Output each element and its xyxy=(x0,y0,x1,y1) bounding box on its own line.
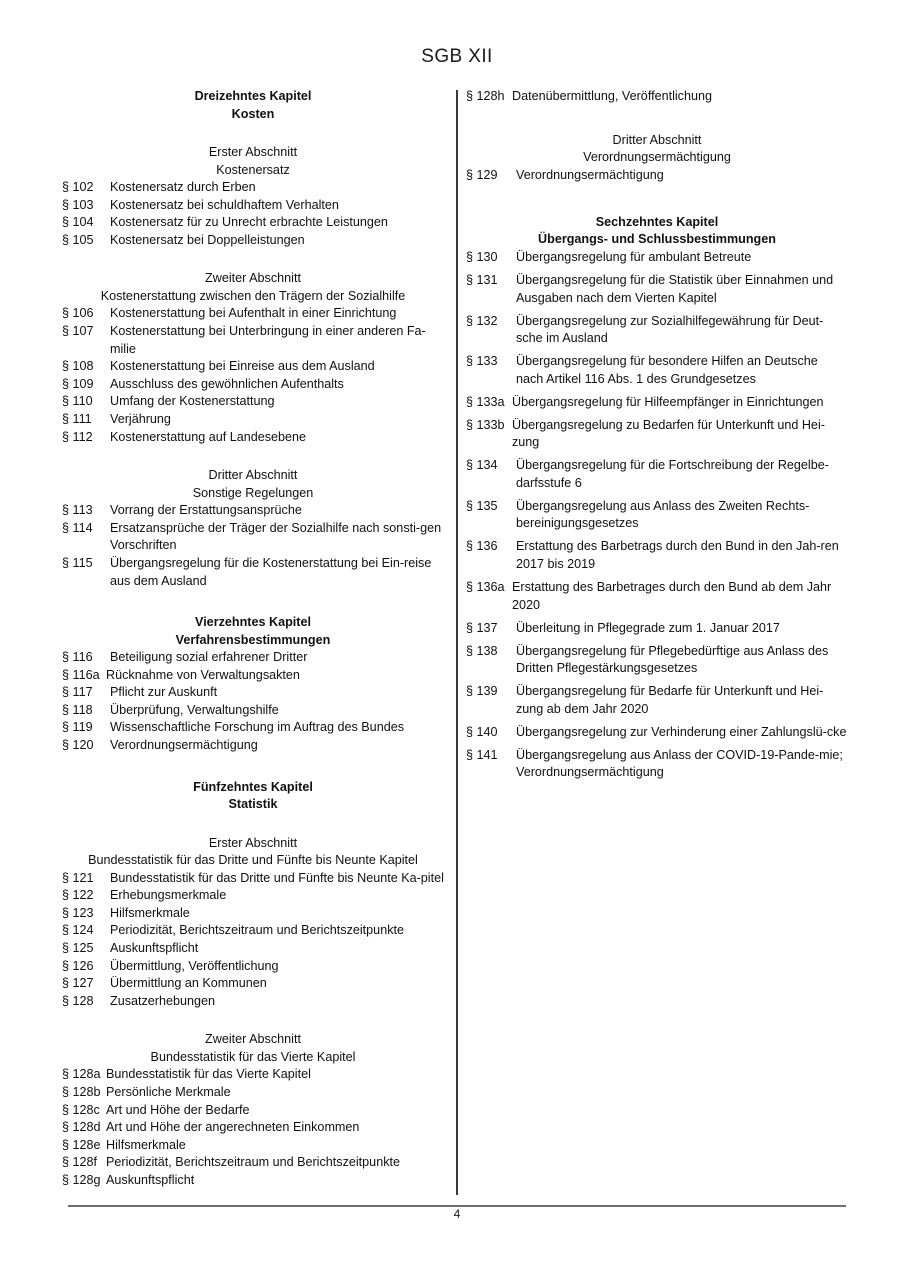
toc-entry-number: § 128h xyxy=(466,89,505,103)
toc-entry-number: § 113 xyxy=(62,503,93,518)
toc-entry-number: § 109 xyxy=(62,376,94,391)
toc-entry-title: Ausschluss des gewöhnlichen Aufenthalts xyxy=(110,376,344,391)
toc-entry-title: Übergangsregelung zur Verhinderung einer Zahlungslü-​cke xyxy=(516,724,847,739)
toc-entry[interactable] xyxy=(466,579,848,614)
heading-line-secondary: Verfahrensbestimmungen xyxy=(175,632,331,647)
toc-entry[interactable] xyxy=(62,702,444,720)
toc-entry-number: § 110 xyxy=(62,394,93,409)
toc-entry[interactable] xyxy=(62,667,444,685)
toc-entry-title: Kostenersatz durch Erben xyxy=(110,180,256,194)
toc-entry[interactable] xyxy=(62,197,444,215)
toc-entry[interactable] xyxy=(62,502,444,520)
toc-entry-title: Kostenersatz für zu Unrecht erbrachte Leistungen xyxy=(110,215,388,230)
toc-entry[interactable] xyxy=(62,393,444,411)
toc-entry-number: § 128e xyxy=(62,1137,101,1152)
toc-entry-number: § 103 xyxy=(62,197,94,212)
toc-entry-title: Übergangsregelung für ambulant Betreute xyxy=(516,249,752,264)
toc-entry-title: Auskunftspflicht xyxy=(106,1172,195,1187)
toc-entry-title: Art und Höhe der Bedarfe xyxy=(106,1102,250,1117)
heading-line-secondary: Verordnungsermächtigung xyxy=(583,150,731,165)
toc-entry-number: § 136a xyxy=(466,579,505,594)
heading-line-primary: Zweiter Abschnitt xyxy=(205,271,301,286)
toc-entry[interactable] xyxy=(466,417,848,452)
toc-entry-title: Pflicht zur Auskunft xyxy=(110,685,218,700)
heading-line-primary: Erster Abschnitt xyxy=(208,835,298,850)
toc-entry-title: Wissenschaftliche Forschung im Auftrag des Bundes xyxy=(110,720,404,735)
heading-line-secondary: Übergangs- und Schlussbestimmungen xyxy=(538,232,776,247)
toc-entry[interactable] xyxy=(466,272,848,307)
toc-entry-title: Periodizität, Berichtszeitraum und Berichtszeitpunkte xyxy=(110,923,404,938)
section-heading xyxy=(62,835,444,870)
heading-line-primary: Erster Abschnitt xyxy=(208,145,298,159)
toc-entry-title: Übermittlung, Veröffentlichung xyxy=(110,958,279,973)
toc-entry[interactable] xyxy=(466,394,848,412)
toc-entry[interactable] xyxy=(466,249,848,267)
toc-entry[interactable] xyxy=(62,214,444,232)
toc-entry-title: Ersatzansprüche der Träger der Sozialhilfe nach sonsti-​gen Vorschriften xyxy=(110,520,442,553)
toc-entry-number: § 122 xyxy=(62,888,94,903)
toc-entry-number: § 137 xyxy=(466,620,498,635)
toc-entry-title: Verordnungsermächtigung xyxy=(110,738,258,753)
toc-entry-number: § 126 xyxy=(62,958,94,973)
toc-entry[interactable] xyxy=(466,538,848,573)
toc-entry[interactable] xyxy=(62,719,444,737)
section-heading xyxy=(466,132,848,167)
vertical-spacer xyxy=(62,123,444,144)
heading-line-primary: Dritter Abschnitt xyxy=(208,468,298,483)
toc-entry-number: § 135 xyxy=(466,498,498,513)
page-title: SGB XII xyxy=(421,46,493,67)
heading-line-secondary: Statistik xyxy=(228,797,278,812)
toc-entry[interactable] xyxy=(62,1119,444,1137)
toc-entry-number: § 133 xyxy=(466,354,498,369)
toc-entry-number: § 106 xyxy=(62,306,94,321)
toc-entry[interactable] xyxy=(62,905,444,923)
toc-entry[interactable] xyxy=(62,1154,444,1172)
section-heading xyxy=(62,144,444,179)
toc-entry-title: Übergangsregelung für Hilfeempfänger in Einrichtungen xyxy=(512,394,824,409)
chapter-heading xyxy=(62,779,444,814)
toc-entry[interactable] xyxy=(466,498,848,533)
toc-entry-number: § 128c xyxy=(62,1102,100,1117)
toc-entry-number: § 136 xyxy=(466,539,498,554)
toc-entry[interactable] xyxy=(62,887,444,905)
heading-line-secondary: Kosten xyxy=(231,106,275,121)
toc-entry[interactable] xyxy=(466,88,848,106)
toc-entry-title: Hilfsmerkmale xyxy=(106,1137,186,1152)
chapter-heading xyxy=(62,614,444,649)
toc-entry[interactable] xyxy=(62,411,444,429)
toc-entry[interactable] xyxy=(62,940,444,958)
vertical-spacer xyxy=(62,446,444,467)
toc-entry-title: Kostenersatz bei Doppelleistungen xyxy=(110,232,305,247)
toc-entry-title: Übergangsregelung aus Anlass des Zweiten Rechts-​bereinigungsgesetzes xyxy=(516,498,810,531)
toc-entry-number: § 129 xyxy=(466,167,498,182)
toc-entry[interactable] xyxy=(62,993,444,1011)
heading-line-secondary: Kostenersatz xyxy=(216,162,290,177)
toc-entry[interactable] xyxy=(62,870,444,888)
toc-entry-title: Kostenerstattung bei Unterbringung in einer anderen Fa-​milie xyxy=(110,323,426,356)
toc-entry[interactable] xyxy=(466,724,848,742)
toc-entry-number: § 140 xyxy=(466,724,498,739)
toc-entry-title: Kostenerstattung bei Aufenthalt in einer Einrichtung xyxy=(110,306,397,321)
section-heading xyxy=(62,467,444,502)
toc-entry-number: § 127 xyxy=(62,976,94,991)
chapter-heading xyxy=(62,88,444,123)
toc-entry[interactable] xyxy=(466,313,848,348)
toc-entry-number: § 128f xyxy=(62,1155,98,1170)
toc-entry-number: § 133b xyxy=(466,417,505,432)
toc-entry-title: Erhebungsmerkmale xyxy=(110,888,227,903)
toc-entry-number: § 128d xyxy=(62,1120,101,1135)
toc-entry-title: Zusatzerhebungen xyxy=(110,993,216,1008)
toc-entry-title: Umfang der Kostenerstattung xyxy=(110,394,275,409)
toc-entry-title: Kostenerstattung auf Landesebene xyxy=(110,429,307,444)
toc-entry-number: § 115 xyxy=(62,555,93,570)
toc-entry-number: § 124 xyxy=(62,923,94,938)
toc-entry[interactable] xyxy=(466,747,848,782)
toc-entry-title: Übergangsregelung für die Kostenerstattung bei Ein-​reise aus dem Ausland xyxy=(110,555,432,588)
toc-entry[interactable] xyxy=(62,737,444,755)
heading-line-secondary: Kostenerstattung zwischen den Trägern der Sozialhilfe xyxy=(100,288,406,303)
toc-entry[interactable] xyxy=(466,620,848,638)
toc-entry-title: Übergangsregelung für Bedarfe für Unterkunft und Hei-​zung ab dem Jahr 2020 xyxy=(516,684,824,716)
toc-entry[interactable] xyxy=(62,1172,444,1190)
page-number: 4 xyxy=(453,1207,461,1221)
heading-line-secondary: Sonstige Regelungen xyxy=(192,485,314,500)
toc-entry-title: Periodizität, Berichtszeitraum und Berichtszeitpunkte xyxy=(106,1155,400,1170)
vertical-spacer xyxy=(62,590,444,614)
toc-entry[interactable] xyxy=(62,358,444,376)
heading-line-primary: Sechzehntes Kapitel xyxy=(595,214,719,229)
vertical-spacer xyxy=(62,1010,444,1031)
toc-entry-title: Übergangsregelung für die Statistik über Einnahmen und Ausgaben nach dem Vierten Kapitel xyxy=(516,272,834,305)
toc-entry[interactable] xyxy=(62,958,444,976)
toc-entry[interactable] xyxy=(62,429,444,447)
toc-entry-number: § 114 xyxy=(62,520,93,535)
toc-entry-number: § 138 xyxy=(466,643,498,658)
toc-entry-title: Überprüfung, Verwaltungshilfe xyxy=(110,702,279,717)
toc-entry-number: § 105 xyxy=(62,232,94,247)
toc-entry[interactable] xyxy=(466,457,848,492)
toc-entry-title: Beteiligung sozial erfahrener Dritter xyxy=(110,650,308,665)
toc-entry-number: § 125 xyxy=(62,941,94,956)
toc-entry[interactable] xyxy=(466,167,848,185)
toc-entry-title: Auskunftspflicht xyxy=(110,941,199,956)
toc-entry-number: § 139 xyxy=(466,684,498,699)
toc-entry[interactable] xyxy=(62,520,444,555)
toc-entry-title: Kostenersatz bei schuldhaftem Verhalten xyxy=(110,197,339,212)
toc-entry-title: Übergangsregelung zu Bedarfen für Unterkunft und Hei-​zung xyxy=(512,417,825,450)
toc-entry[interactable] xyxy=(62,1137,444,1155)
toc-entry-number: § 131 xyxy=(466,272,498,287)
toc-entry[interactable] xyxy=(62,555,444,590)
toc-entry-number: § 128b xyxy=(62,1085,101,1099)
toc-entry[interactable] xyxy=(62,232,444,250)
toc-entry-number: § 117 xyxy=(62,685,93,700)
toc-entry-number: § 141 xyxy=(466,747,498,762)
toc-entry-number: § 107 xyxy=(62,323,94,338)
toc-entry-number: § 121 xyxy=(62,870,94,885)
toc-entry-number: § 132 xyxy=(466,313,498,328)
toc-entry[interactable] xyxy=(466,683,848,718)
toc-entry-title: Übergangsregelung aus Anlass der COVID-19-Pande-​mie; Verordnungsermächtigung xyxy=(516,747,843,780)
toc-entry[interactable] xyxy=(62,179,444,197)
toc-entry[interactable] xyxy=(62,649,444,667)
toc-entry-number: § 128g xyxy=(62,1172,101,1187)
toc-entry-number: § 133a xyxy=(466,394,505,409)
toc-entry[interactable] xyxy=(62,922,444,940)
toc-entry-number: § 118 xyxy=(62,702,93,717)
toc-entry-title: Übermittlung an Kommunen xyxy=(110,976,267,991)
heading-line-primary: Zweiter Abschnitt xyxy=(205,1032,301,1047)
toc-entry-title: Kostenerstattung bei Einreise aus dem Ausland xyxy=(110,359,375,374)
toc-entry[interactable] xyxy=(62,376,444,394)
toc-entry-title: Bundesstatistik für das Vierte Kapitel xyxy=(106,1067,311,1082)
vertical-spacer xyxy=(62,249,444,270)
chapter-heading xyxy=(466,214,848,249)
toc-entry-number: § 108 xyxy=(62,359,94,374)
toc-entry-title: Übergangsregelung zur Sozialhilfegewährung für Deut-​sche im Ausland xyxy=(516,313,824,346)
toc-entry-title: Vorrang der Erstattungsansprüche xyxy=(110,503,302,518)
toc-entry-number: § 134 xyxy=(466,458,498,473)
left-column xyxy=(62,88,444,1190)
heading-line-primary: Dritter Abschnitt xyxy=(612,132,702,147)
vertical-spacer xyxy=(466,190,848,214)
toc-entry-number: § 104 xyxy=(62,215,94,230)
toc-entry-number: § 102 xyxy=(62,180,94,194)
toc-entry[interactable] xyxy=(62,1102,444,1120)
toc-entry-title: Bundesstatistik für das Dritte und Fünfte bis Neunte Ka-​pitel xyxy=(110,870,444,885)
heading-line-primary: Dreizehntes Kapitel xyxy=(194,89,312,103)
heading-line-primary: Vierzehntes Kapitel xyxy=(195,615,311,630)
toc-entry-number: § 116 xyxy=(62,650,93,665)
section-heading xyxy=(62,1031,444,1066)
toc-entry-number: § 112 xyxy=(62,429,93,444)
toc-entry[interactable] xyxy=(62,323,444,358)
toc-entry[interactable] xyxy=(62,1066,444,1084)
toc-entry-number: § 123 xyxy=(62,905,94,920)
heading-line-secondary: Bundesstatistik für das Vierte Kapitel xyxy=(150,1049,356,1064)
column-divider xyxy=(456,90,458,1195)
toc-entry-number: § 128a xyxy=(62,1067,101,1082)
toc-entry-number: § 111 xyxy=(62,411,92,426)
toc-entry[interactable] xyxy=(62,684,444,702)
toc-entry-number: § 128 xyxy=(62,993,94,1008)
vertical-spacer xyxy=(466,111,848,132)
toc-entry-number: § 120 xyxy=(62,738,94,753)
toc-entry-number: § 116a xyxy=(62,667,100,682)
toc-entry-number: § 119 xyxy=(62,720,93,735)
toc-entry-title: Verjährung xyxy=(110,411,171,426)
toc-entry-title: Verordnungsermächtigung xyxy=(516,167,664,182)
toc-entry-title: Übergangsregelung für Pflegebedürftige aus Anlass des Dritten Pflegestärkungsgesetzes xyxy=(516,643,829,676)
toc-entry-title: Erstattung des Barbetrages durch den Bund ab dem Jahr 2020 xyxy=(512,579,832,612)
toc-entry-title: Übergangsregelung für besondere Hilfen an Deutsche nach Artikel 116 Abs. 1 des Grundgesetzes xyxy=(516,354,818,386)
toc-entry-title: Persönliche Merkmale xyxy=(106,1085,231,1099)
toc-entry[interactable] xyxy=(466,353,848,388)
vertical-spacer xyxy=(62,755,444,779)
toc-entry[interactable] xyxy=(62,975,444,993)
section-heading xyxy=(62,270,444,305)
toc-entry-title: Art und Höhe der angerechneten Einkommen xyxy=(106,1120,360,1135)
toc-entry[interactable] xyxy=(466,643,848,678)
heading-line-primary: Fünfzehntes Kapitel xyxy=(193,779,313,794)
toc-entry-title: Überleitung in Pflegegrade zum 1. Januar 2017 xyxy=(516,620,780,635)
toc-entry[interactable] xyxy=(62,305,444,323)
toc-entry-number: § 130 xyxy=(466,249,498,264)
toc-entry-title: Rücknahme von Verwaltungsakten xyxy=(106,667,300,682)
toc-entry-title: Erstattung des Barbetrags durch den Bund in den Jah-​ren 2017 bis 2019 xyxy=(516,539,839,571)
toc-entry-title: Übergangsregelung für die Fortschreibung der Regelbe-​darfsstufe 6 xyxy=(516,458,829,490)
toc-entry[interactable] xyxy=(62,1084,444,1102)
vertical-spacer xyxy=(62,814,444,835)
heading-line-secondary: Bundesstatistik für das Dritte und Fünfte bis Neunte Kapitel xyxy=(88,853,418,868)
toc-entry-title: Hilfsmerkmale xyxy=(110,905,190,920)
right-column xyxy=(466,88,848,787)
toc-entry-title: Datenübermittlung, Veröffentlichung xyxy=(512,89,712,103)
